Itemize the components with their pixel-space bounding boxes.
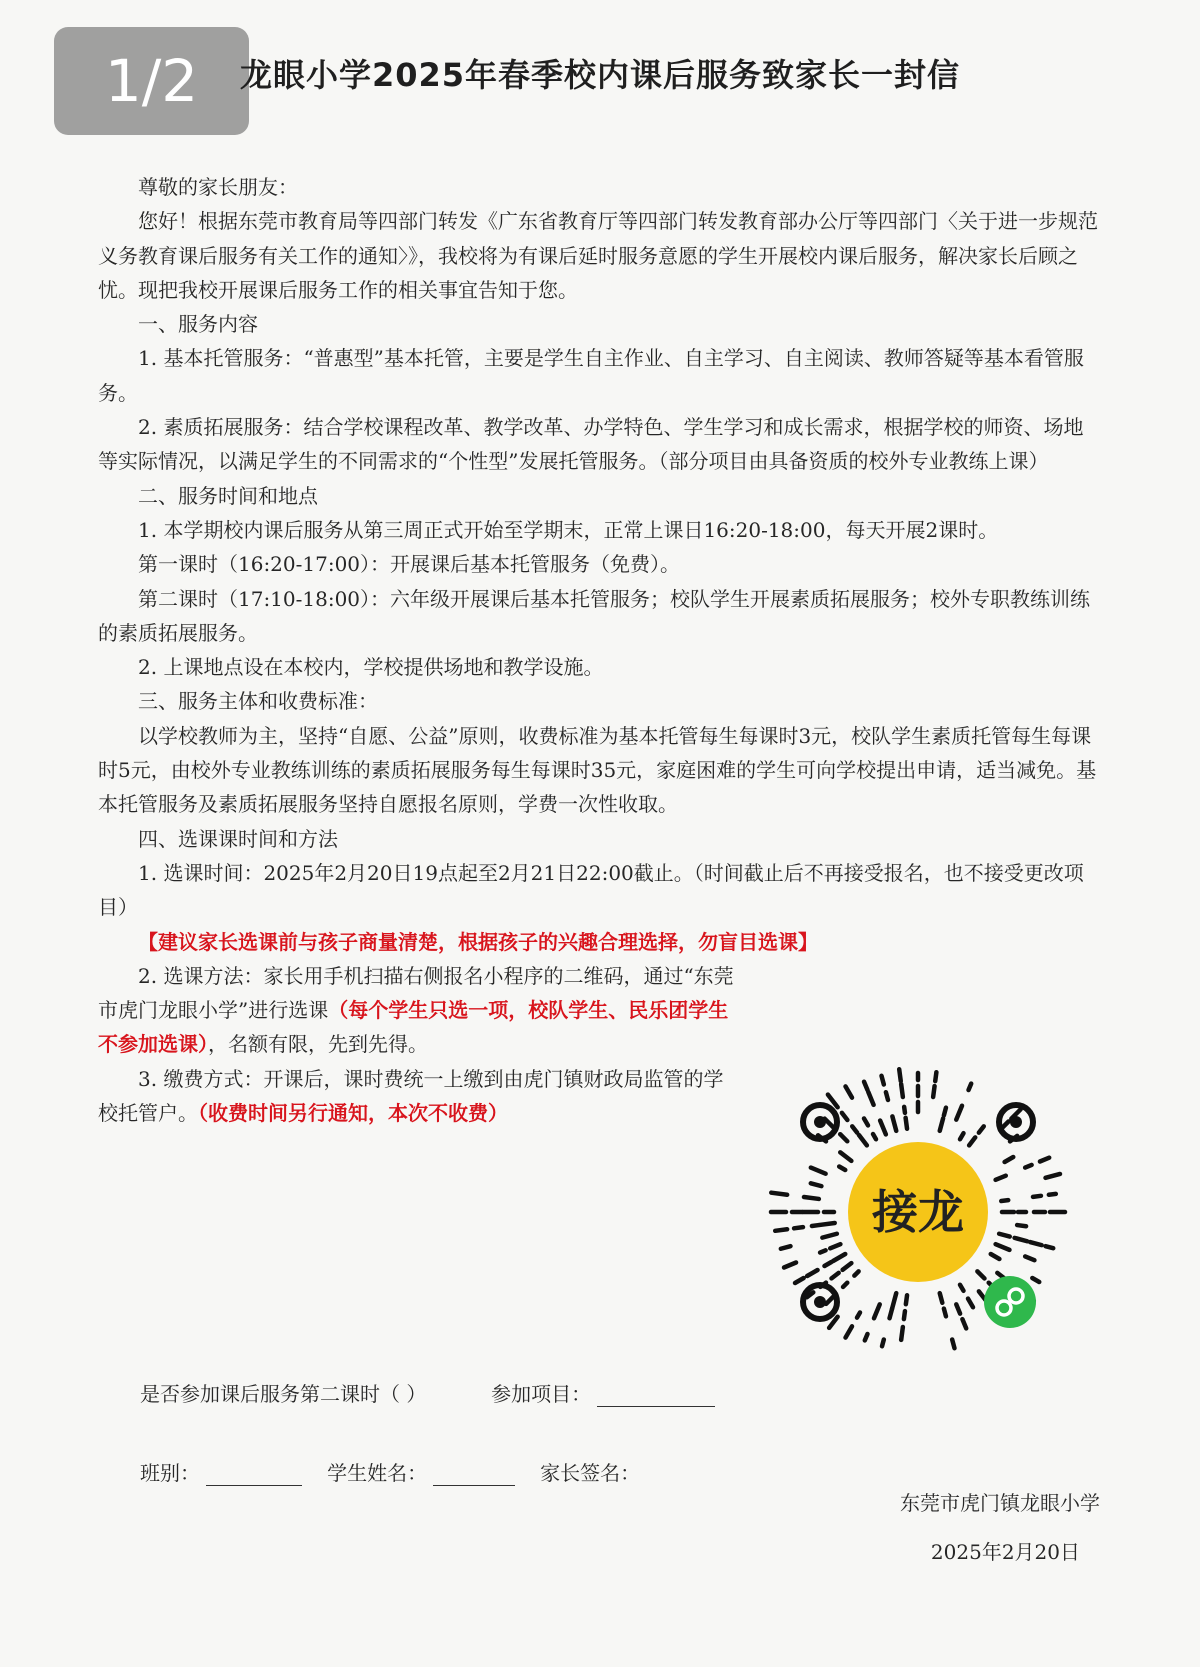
qr-dot — [991, 1254, 1000, 1259]
qr-dot — [824, 1262, 831, 1266]
qr-dot — [960, 1133, 964, 1139]
item-2-text-b: ，名额有限，先到先得。 — [208, 1032, 428, 1057]
qr-dot — [812, 1225, 819, 1226]
qr-dot — [969, 1084, 972, 1090]
qr-dot — [944, 1309, 946, 1317]
letter-date: 2025年2月20日 — [930, 1540, 1080, 1564]
item-3-red-note: （收费时间另行通知，本次不收费） — [198, 1101, 508, 1126]
qr-dot — [999, 1234, 1010, 1237]
intro-paragraph: 您好！根据东莞市教育局等四部门转发《广东省教育厅等四部门转发教育部办公厅等四部门〈关于进一步规范义务教育课后服务有关工作的通知〉》，我校将为有课后延时服务意愿的学生开展校内课后服务，解决家长后顾之忧。现把我校开展课后服务工作的相关事宜告知于您。 — [98, 209, 1098, 302]
section-4-item-2 — [98, 959, 738, 1062]
salutation: 尊敬的家长朋友： — [138, 175, 298, 199]
qr-dot — [1049, 1194, 1056, 1195]
section-3-text: 以学校教师为主，坚持“自愿、公益”原则，收费标准为基本托管每生每课时3元，校队学生素质托管每生每课时5元，由校外专业教练训练的素质拓展服务每生每课时35元，家庭困难的学生可向学校提出申请，适当减免。基本托管服务及素质拓展服务坚持自愿报名原则，学费一次性收取。 — [98, 723, 1097, 817]
qr-dot — [933, 1086, 934, 1097]
qr-dot — [1015, 1238, 1028, 1241]
qr-dot — [852, 1126, 857, 1132]
qr-dot — [859, 1135, 867, 1145]
qr-dot — [840, 1152, 851, 1161]
qr-dot — [956, 1106, 962, 1120]
qr-finder-dot — [1010, 1116, 1022, 1128]
qr-dot — [882, 1340, 884, 1347]
qr-dot — [781, 1246, 791, 1249]
qr-dot — [901, 1327, 903, 1340]
qr-dot — [996, 1244, 1010, 1250]
qr-dot — [868, 1092, 873, 1105]
second-period-question-label: 是否参加课后服务第二课时（ ） — [140, 1382, 427, 1406]
qr-dot — [771, 1193, 787, 1195]
qr-dot — [940, 1293, 943, 1303]
qr-dot — [1046, 1174, 1060, 1178]
mini-program-icon — [984, 1276, 1036, 1328]
qr-dot — [840, 1134, 847, 1141]
qr-dot — [864, 1082, 867, 1090]
item-2-red-note: （每个学生只选一项，校队学生、民乐团学生不参加选课） — [98, 998, 729, 1057]
qr-dot — [952, 1340, 954, 1349]
section-3-heading: 三、服务主体和收费标准： — [138, 689, 378, 714]
section-1-item-2: 2. 素质拓展服务：结合学校课程改革、教学改革、办学特色、学生学习和成长需求，根据学校的师资、场地等实际情况，以满足学生的不同需求的“个性型”发展托管服务。（部分项目由具备资质的校外专业教练上课） — [98, 415, 1084, 474]
qr-dot — [968, 1299, 973, 1308]
qr-dot — [906, 1118, 907, 1129]
qr-dot — [842, 1113, 847, 1120]
qr-dot — [962, 1319, 966, 1328]
qr-dot — [820, 1250, 826, 1252]
qr-dot — [857, 1312, 860, 1317]
qr-center-text: 接龙 — [872, 1185, 964, 1239]
qr-dot — [882, 1076, 884, 1085]
section-4-item-3 — [98, 1062, 738, 1131]
qr-dot — [873, 1134, 876, 1139]
qr-dot — [904, 1107, 905, 1113]
qr-dot — [820, 1223, 835, 1225]
qr-dot — [864, 1118, 868, 1125]
letter-title: 龙眼小学2025年春季校内课后服务致家长一封信 — [239, 56, 961, 94]
qr-dot — [940, 1118, 943, 1131]
qr-dot — [880, 1121, 886, 1135]
item-2-text-a: 2. 选课方法：家长用手机扫描右侧报名小程序的二维码，通过“东莞市虎门龙眼小学”进行选课 — [98, 963, 734, 1023]
qr-dot — [956, 1304, 960, 1313]
qr-dot — [892, 1293, 896, 1308]
mini-program-qr-code[interactable] — [768, 1062, 1068, 1362]
letter-body — [98, 170, 1103, 1130]
page-counter-badge: 1/2 — [54, 27, 249, 135]
qr-dot — [874, 1304, 880, 1318]
qr-dot — [804, 1197, 819, 1199]
qr-dot — [830, 1244, 840, 1248]
section-1-item-1: 1. 基本托管服务：“普惠型”基本托管，主要是学生自主作业、自主学习、自主阅读、教师答疑等基本看管服务。 — [98, 346, 1084, 405]
section-4-heading: 四、选课课时间和方法 — [138, 826, 338, 851]
qr-dot — [865, 1334, 868, 1340]
qr-dot — [811, 1183, 822, 1186]
section-2-heading: 二、服务时间和地点 — [138, 483, 318, 508]
class-label: 班别： — [140, 1461, 200, 1485]
student-name-blank[interactable] — [433, 1461, 515, 1486]
section-4-notice: 【建议家长选课前与孩子商量清楚，根据孩子的兴趣合理选择，勿盲目选课】 — [138, 929, 818, 954]
qr-dot — [843, 1263, 852, 1270]
qr-dot — [886, 1092, 888, 1100]
item-3-text: 3. 缴费方式：开课后，课时费统一上缴到由虎门镇财政局监管的学校托管户。 — [98, 1066, 724, 1126]
section-2-period-1: 第一课时（16:20-17:00）：开展课后基本托管服务（免费）。 — [138, 552, 681, 577]
section-2-item-2: 2. 上课地点设在本校内，学校提供场地和教学设施。 — [138, 655, 604, 680]
section-4-item-1: 1. 选课时间：2025年2月20日19点起至2月21日22:00截止。（时间截止后不再接受报名，也不接受更改项目） — [98, 860, 1084, 920]
qr-dot — [807, 1270, 817, 1276]
student-name-label: 学生姓名： — [327, 1461, 428, 1485]
project-label: 参加项目： — [491, 1382, 592, 1406]
qr-dot — [1001, 1200, 1008, 1201]
qr-dot — [1030, 1242, 1042, 1245]
qr-dot — [846, 1086, 853, 1097]
section-2-item-1: 1. 本学期校内课后服务从第三周正式开始至学期末，正常上课日16:20-18:00，每天开展2课时。 — [138, 517, 999, 542]
parent-signature-label: 家长签名： — [540, 1461, 641, 1485]
qr-dot — [935, 1072, 936, 1081]
qr-dot — [1005, 1157, 1014, 1162]
qr-dot — [811, 1168, 826, 1174]
qr-dot — [1033, 1196, 1041, 1197]
qr-dot — [969, 1137, 975, 1145]
qr-finder-dot — [814, 1296, 826, 1308]
qr-dot — [904, 1311, 905, 1319]
qr-dot — [1025, 1256, 1034, 1260]
qr-dot — [846, 1326, 853, 1337]
qr-dot — [906, 1295, 907, 1304]
school-name: 东莞市虎门镇龙眼小学 — [900, 1491, 1100, 1515]
qr-dot — [960, 1285, 964, 1291]
qr-dot — [996, 1176, 1006, 1180]
qr-dot — [1032, 1278, 1039, 1282]
qr-dot — [1025, 1165, 1031, 1168]
qr-dot — [892, 1116, 896, 1130]
qr-dot — [944, 1108, 946, 1116]
class-blank[interactable] — [206, 1461, 302, 1486]
qr-dot — [775, 1229, 787, 1231]
qr-dot — [997, 1273, 1003, 1278]
section-1-heading: 一、服务内容 — [138, 312, 258, 337]
project-blank[interactable] — [597, 1382, 715, 1407]
qr-dot — [794, 1227, 803, 1228]
second-period-question-row — [140, 1378, 715, 1407]
qr-dot — [832, 1273, 839, 1278]
qr-dot — [899, 1069, 901, 1081]
qr-finder-dot — [814, 1116, 826, 1128]
qr-dot — [1046, 1246, 1054, 1248]
qr-dot — [1040, 1158, 1049, 1162]
student-info-row — [140, 1457, 640, 1486]
qr-dot — [843, 1283, 847, 1287]
section-2-period-2: 第二课时（17:10-18:00）：六年级开展课后基本托管服务；校队学生开展素质拓展服务；校外专职教练训练的素质拓展服务。 — [98, 586, 1091, 645]
qr-dot — [1017, 1225, 1026, 1226]
qr-dot — [784, 1263, 796, 1268]
qr-dot — [901, 1084, 903, 1097]
qr-dot — [977, 1271, 984, 1278]
qr-dot — [833, 1254, 845, 1261]
qr-dot — [822, 1234, 836, 1238]
qr-dot — [979, 1126, 984, 1132]
qr-dot — [854, 1271, 858, 1275]
qr-dot — [839, 1167, 845, 1171]
qr-dot — [890, 1309, 893, 1319]
qr-dot — [795, 1278, 804, 1283]
